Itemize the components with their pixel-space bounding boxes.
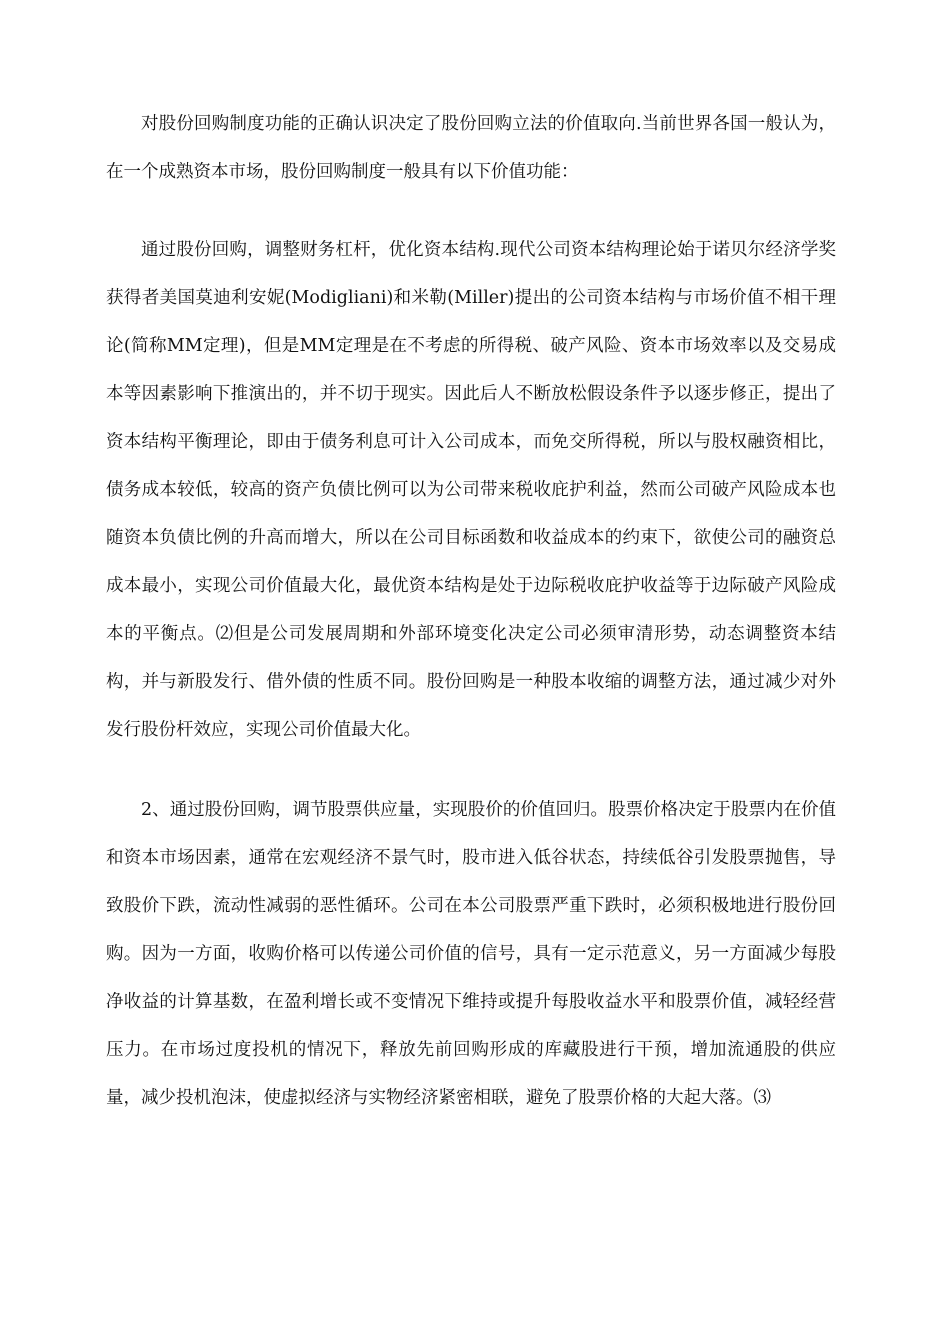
document-body [106,100,836,1122]
paragraph-intro: 对股份回购制度功能的正确认识决定了股份回购立法的价值取向.当前世界各国一般认为，在一个成熟资本市场，股份回购制度一般具有以下价值功能： [106,114,836,182]
paragraph-stock-supply: 2、通过股份回购，调节股票供应量，实现股价的价值回归。股票价格决定于股票内在价值和资本市场因素，通常在宏观经济不景气时，股市进入低谷状态，持续低谷引发股票抛售，导致股价下跌，流动性减弱的恶性循环。公司在本公司股票严重下跌时，必须积极地进行股份回购。因为一方面，收购价格可以传递公司价值的信号，具有一定示范意义，另一方面减少每股净收益的计算基数，在盈利增长或不变情况下维持或提升每股收益水平和股票价值，减轻经营压力。在市场过度投机的情况下，释放先前回购形成的库藏股进行干预，增加流通股的供应量，减少投机泡沫，使虚拟经济与实物经济紧密相联，避免了股票价格的大起大落。⑶ [106,800,836,1108]
paragraph-capital-structure: 通过股份回购，调整财务杠杆，优化资本结构.现代公司资本结构理论始于诺贝尔经济学奖获得者美国莫迪利安妮(Modigliani)和米勒(Miller)提出的公司资本结构与市场价值不相干理论(简称MM定理)，但是MM定理是在不考虑的所得税、破产风险、资本市场效率以及交易成本等因素影响下推演出的，并不切于现实。因此后人不断放松假设条件予以逐步修正，提出了资本结构平衡理论，即由于债务利息可计入公司成本，而免交所得税，所以与股权融资相比，债务成本较低，较高的资产负债比例可以为公司带来税收庇护利益，然而公司破产风险成本也随资本负债比例的升高而增大，所以在公司目标函数和收益成本的约束下，欲使公司的融资总成本最小，实现公司价值最大化，最优资本结构是处于边际税收庇护收益等于边际破产风险成本的平衡点。⑵但是公司发展周期和外部环境变化决定公司必须审清形势，动态调整资本结构，并与新股发行、借外债的性质不同。股份回购是一种股本收缩的调整方法，通过减少对外发行股份杆效应，实现公司价值最大化。 [106,240,836,740]
